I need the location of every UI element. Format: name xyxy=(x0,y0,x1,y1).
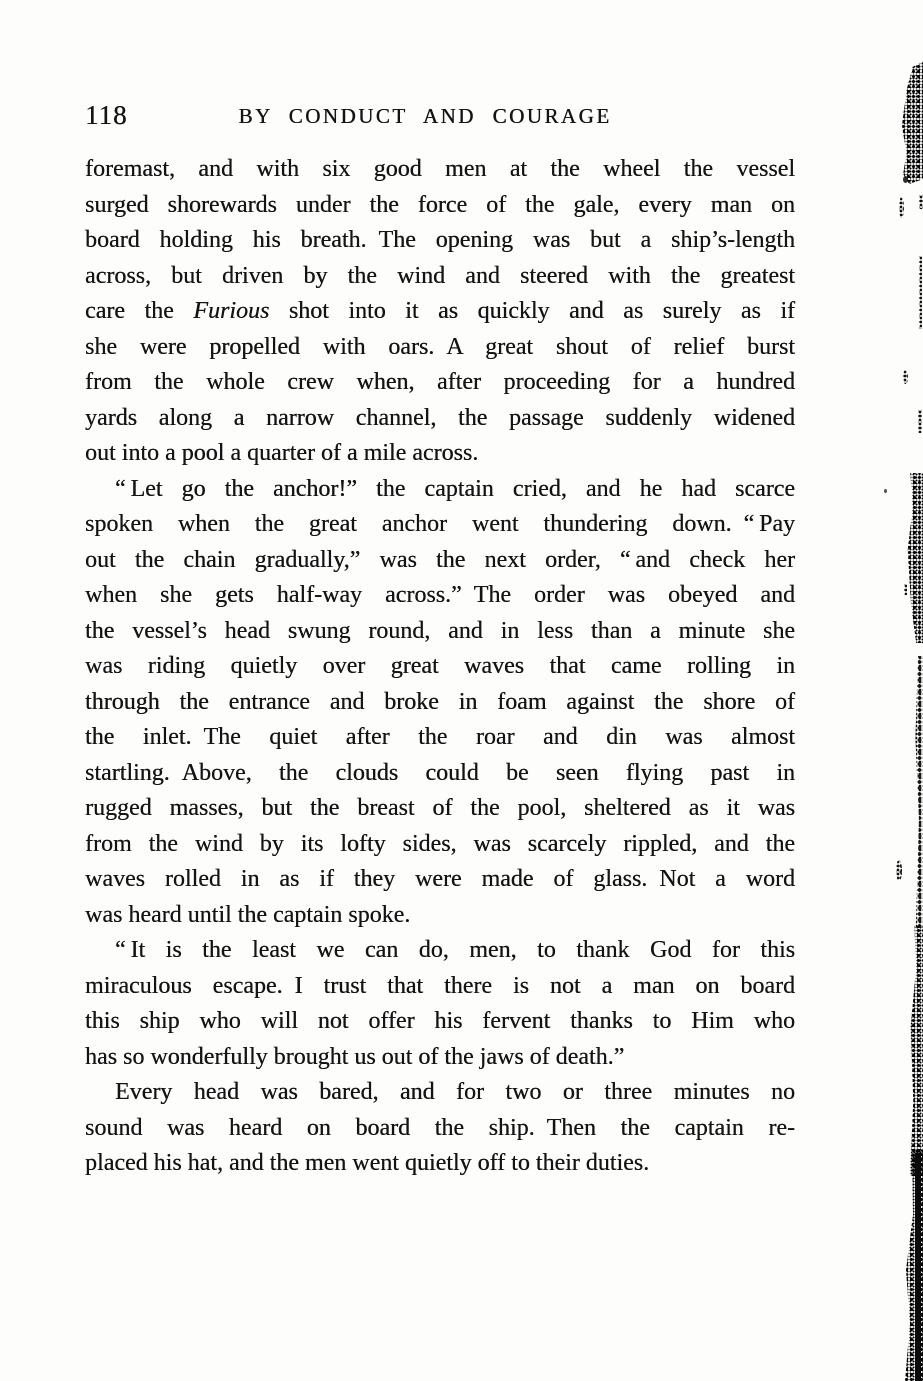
running-title: BY CONDUCT AND COURAGE xyxy=(238,104,612,128)
text-line: was heard until the captain spoke. xyxy=(85,901,411,928)
scan-artifact-band xyxy=(910,926,923,1176)
page-number: 118 xyxy=(85,100,128,130)
text-line: sound was heard on board the ship. Then the captain re- xyxy=(85,1114,795,1141)
scan-artifact-mark xyxy=(903,370,908,384)
scan-artifact-band-bottom xyxy=(903,1150,923,1381)
scan-artifact-band xyxy=(906,473,923,643)
scan-artifact-mark xyxy=(896,860,902,881)
text-line: yards along a narrow channel, the passage suddenly widened xyxy=(85,404,795,431)
text-line: from the wind by its lofty sides, was scarcely rippled, and the xyxy=(85,830,795,857)
italic-text: Furious xyxy=(193,298,270,324)
text-line: across, but driven by the wind and steered with the greatest xyxy=(85,262,795,289)
text-line: “ Let go the anchor!” the captain cried, and he had scarce xyxy=(115,475,795,502)
text-line: the vessel’s head swung round, and in less than a minute she xyxy=(85,617,795,644)
text-line: out into a pool a quarter of a mile across. xyxy=(85,440,479,466)
text-segment: shot into it as quickly and as surely as if xyxy=(269,298,795,324)
scan-artifact-edge-core xyxy=(915,1153,921,1381)
text-line: rugged masses, but the breast of the pool, sheltered as it was xyxy=(85,795,795,821)
text-line: Every head was bared, and for two or three minutes no xyxy=(115,1079,795,1105)
scan-artifact-dot xyxy=(904,584,907,595)
text-line: was riding quietly over great waves that came rolling in xyxy=(85,653,795,679)
text-line: through the entrance and broke in foam against the shore of xyxy=(85,688,795,715)
page-body xyxy=(85,152,795,1182)
text-line: she were propelled with oars. A great shout of relief burst xyxy=(85,333,795,360)
scan-artifact-mark xyxy=(918,410,922,433)
text-line: has so wonderfully brought us out of the jaws of death.” xyxy=(85,1043,625,1070)
scan-artifact-dotted-line xyxy=(919,256,922,329)
text-line: out the chain gradually,” was the next order, “ and check her xyxy=(85,546,795,573)
text-line: board holding his breath. The opening was but a ship’s-length xyxy=(85,227,795,253)
scan-artifact-band xyxy=(914,656,923,928)
text-line xyxy=(85,294,795,330)
text-line: startling. Above, the clouds could be seen flying past in xyxy=(85,759,795,786)
text-line: foremast, and with six good men at the wheel the vessel xyxy=(85,156,795,182)
text-line: placed his hat, and the men went quietly off to their duties. xyxy=(85,1150,650,1176)
scan-artifact-top-blob xyxy=(900,62,923,184)
text-line: spoken when the great anchor went thundering down. “ Pay xyxy=(85,511,795,537)
text-line: this ship who will not offer his fervent thanks to Him who xyxy=(85,1008,795,1034)
scan-artifact-dot xyxy=(903,176,908,183)
text-segment: care the xyxy=(85,298,194,324)
page-header xyxy=(85,100,795,134)
scan-artifact-dot xyxy=(884,489,887,493)
scan-artifact-mark xyxy=(919,195,923,209)
text-line: “ It is the least we can do, men, to thank God for this xyxy=(115,937,795,963)
text-line: the inlet. The quiet after the roar and din was almost xyxy=(85,724,795,750)
text-line: from the whole crew when, after proceeding for a hundred xyxy=(85,369,795,395)
text-line: waves rolled in as if they were made of glass. Not a word xyxy=(85,866,795,892)
text-line: surged shorewards under the force of the gale, every man on xyxy=(85,191,795,218)
scan-artifact-mark xyxy=(899,197,904,218)
text-line: when she gets half-way across.” The order was obeyed and xyxy=(85,582,795,608)
text-line: miraculous escape. I trust that there is not a man on board xyxy=(85,972,795,999)
